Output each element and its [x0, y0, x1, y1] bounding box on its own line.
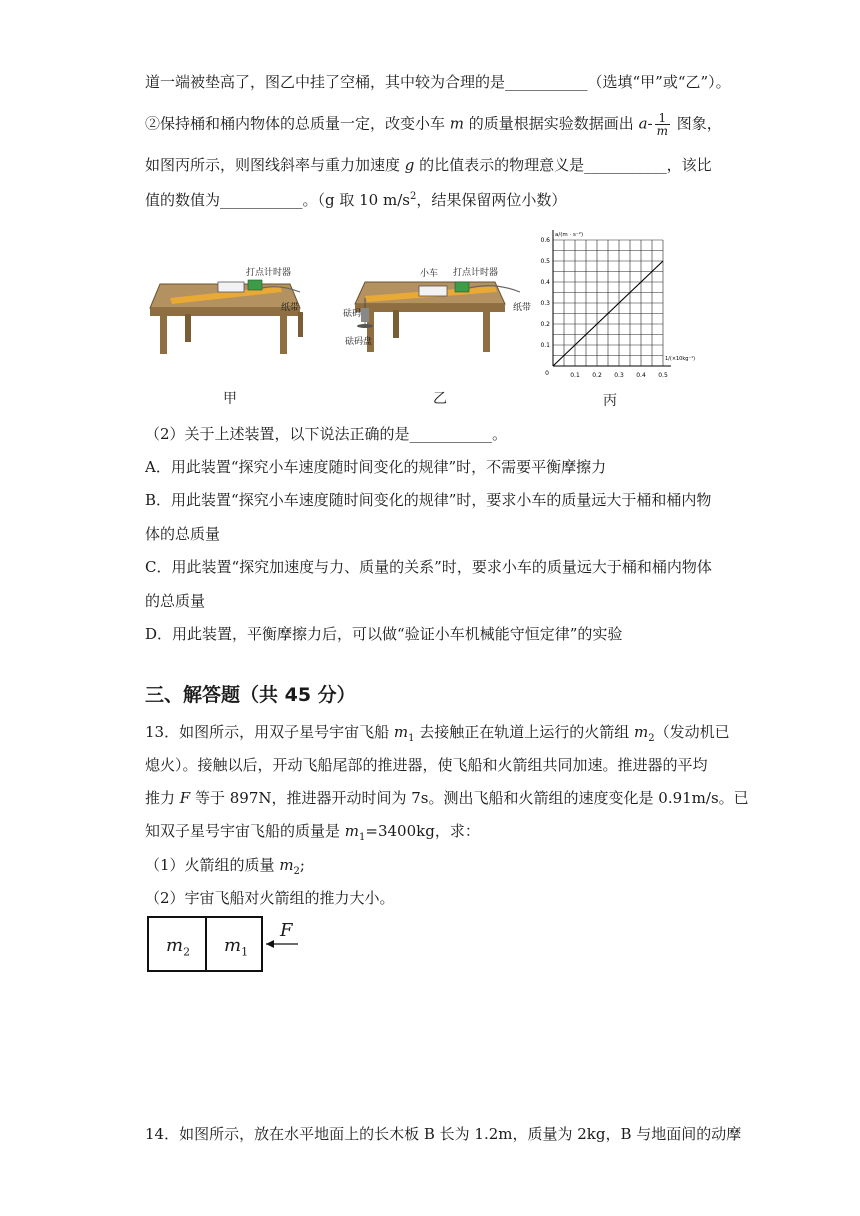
text: 熄火）。接触以后，开动飞船尾部的推进器，使飞船和火箭组共同加速。推进器的平均 [145, 756, 708, 774]
y-tick-label: 0.5 [540, 258, 550, 265]
text: 推力 [145, 789, 180, 807]
option-a [145, 457, 606, 477]
symbol-m: m [166, 935, 184, 956]
text: 知双子星号宇宙飞船的质量是 [145, 822, 345, 840]
q13-line [145, 821, 480, 848]
text: ②保持桶和桶内物体的总质量一定，改变小车 [145, 114, 450, 133]
option-c [145, 557, 712, 577]
force-F-label [280, 920, 293, 941]
symbol-g: g [404, 156, 415, 174]
text: 值的数值为___________。（g 取 10 m/s [145, 191, 410, 209]
dash: - [647, 114, 653, 133]
label-weight-yi: 砝码 [343, 309, 362, 319]
block-m2-label [166, 935, 190, 959]
q2-stem [145, 424, 507, 444]
text: B．用此装置“探究小车速度随时间变化的规律”时，要求小车的质量远大于桶和桶内物 [145, 491, 712, 509]
label-tape-yi: 纸带 [513, 303, 532, 313]
x-tick-label: 0.5 [658, 372, 668, 379]
x-tick-label: 0.4 [636, 372, 646, 379]
origin-label: 0 [545, 370, 549, 377]
option-d [145, 624, 622, 644]
subscript: 1 [408, 733, 415, 744]
text: 图象， [671, 114, 722, 133]
text: 道一端被垫高了，图乙中挂了空桶，其中较为合理的是___________（选填“甲”或“乙”）。 [145, 73, 731, 91]
symbol-m: m [344, 822, 360, 840]
text: 的比值表示的物理意义是___________，该比 [414, 156, 712, 174]
label-pan-yi: 砝码盘 [345, 337, 373, 347]
subscript: 2 [648, 733, 655, 744]
x-tick-label: 0.3 [614, 372, 624, 379]
text: （1）火箭组的质量 [145, 856, 280, 874]
text: ; [299, 856, 305, 874]
option-c-cont [145, 591, 205, 611]
label-timer-jia: 打点计时器 [246, 268, 292, 278]
text: 去接触正在轨道上运行的火箭组 [414, 723, 635, 741]
text: C．用此装置“探究加速度与力、质量的关系”时，要求小车的质量远大于桶和桶内物体 [145, 558, 712, 576]
text-line [145, 187, 566, 210]
symbol-a: a [638, 114, 648, 133]
subscript: 1 [359, 832, 366, 843]
y-axis-label: a/(m · s⁻²) [555, 232, 584, 238]
figure-yi [355, 262, 525, 362]
y-tick-label: 0.6 [540, 237, 550, 244]
symbol-m: m [634, 723, 649, 741]
figure-caption-yi: 乙 [433, 391, 447, 407]
subscript: 2 [183, 945, 191, 959]
symbol-F: F [179, 789, 191, 807]
text: （2）关于上述装置，以下说法正确的是___________。 [145, 425, 508, 443]
y-tick-label: 0.3 [540, 300, 550, 307]
symbol-m: m [449, 114, 465, 133]
chart-a-vs-inverse-m [535, 226, 696, 386]
text: 14．如图所示，放在水平地面上的长木板 B 长为 1.2m，质量为 2kg，B 与地面间的动摩 [145, 1125, 742, 1143]
option-b [145, 490, 711, 510]
text: 的总质量 [145, 592, 206, 610]
q13-line [145, 788, 749, 808]
text-line [145, 155, 712, 175]
label-tape-jia: 纸带 [281, 303, 300, 313]
y-tick-label: 0.4 [540, 279, 550, 286]
fraction-one-over-m [655, 112, 670, 137]
text: 体的总质量 [145, 525, 221, 543]
figure-caption-jia: 甲 [223, 391, 237, 407]
q13-sub2 [145, 888, 395, 908]
symbol-m: m [279, 856, 294, 874]
text: 的质量根据实验数据画出 [464, 114, 639, 133]
subscript: 1 [241, 945, 249, 959]
x-tick-label: 0.2 [592, 372, 602, 379]
y-tick-label: 0.1 [540, 342, 550, 349]
text: 13．如图所示，用双子星号宇宙飞船 [145, 723, 394, 741]
q13-line [145, 722, 730, 749]
subscript: 2 [293, 866, 300, 877]
q13-sub1 [145, 855, 305, 882]
fraction-numerator: 1 [655, 112, 670, 125]
text: ，结果保留两位小数） [416, 191, 567, 209]
x-axis-label: 1/(×10kg⁻¹) [665, 356, 696, 362]
q14-line [145, 1124, 741, 1144]
q13-line [145, 755, 708, 775]
symbol-F: F [280, 920, 293, 941]
y-tick-label: 0.2 [540, 321, 550, 328]
text: （发动机已 [654, 723, 730, 741]
figure-caption-bing: 丙 [603, 393, 617, 409]
text: 等于 897N，推进器开动时间为 7s。测出飞船和火箭组的速度变化是 0.91m/s。已 [190, 789, 749, 807]
fraction-denominator: m [656, 124, 668, 138]
option-b-cont [145, 524, 220, 544]
text-line [145, 72, 731, 92]
superscript: 2 [409, 191, 417, 202]
section-title: 三、解答题（共 45 分） [145, 684, 356, 706]
text: 如图丙所示，则图线斜率与重力加速度 [145, 156, 405, 174]
text-line [145, 112, 722, 137]
text: （2）宇宙飞船对火箭组的推力大小。 [145, 889, 395, 907]
label-timer-yi: 打点计时器 [453, 268, 499, 278]
text: A．用此装置“探究小车速度随时间变化的规律”时，不需要平衡摩擦力 [145, 458, 607, 476]
x-tick-label: 0.1 [570, 372, 580, 379]
symbol-m: m [224, 935, 242, 956]
text: =3400kg，求： [365, 822, 480, 840]
symbol-m: m [393, 723, 409, 741]
label-car-yi: 小车 [420, 269, 439, 279]
block-m1-label [224, 935, 248, 959]
text: D．用此装置，平衡摩擦力后，可以做“验证小车机械能守恒定律”的实验 [145, 625, 623, 643]
